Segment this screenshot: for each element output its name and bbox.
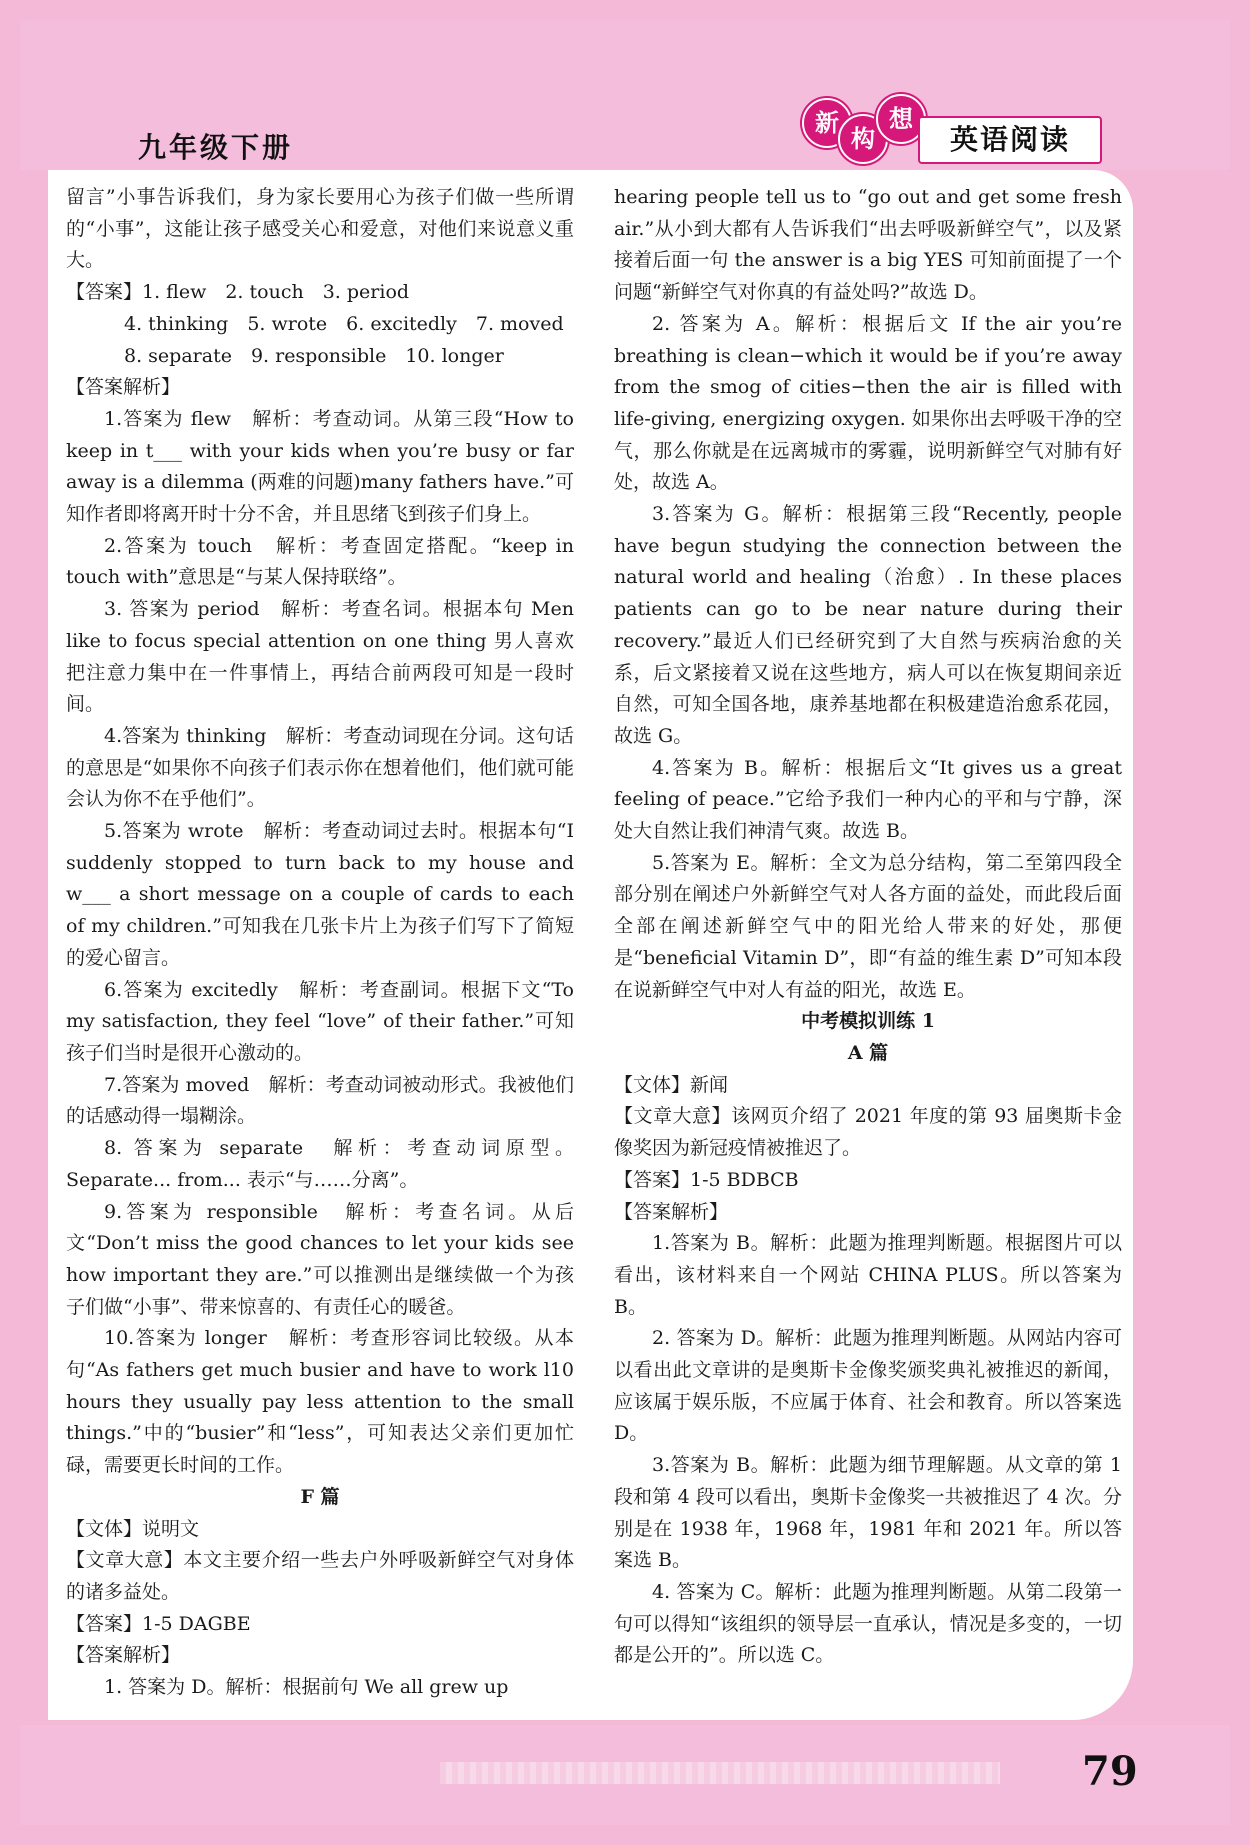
paragraph: 6.答案为 excitedly 解析：考查副词。根据下文“To my satisfaction, they feel “love” of their father.”可知孩子们当时是很开心激动的。 [66, 978, 574, 1064]
paragraph: 9.答案为 responsible 解析：考查名词。从后文“Don’t miss the good chances to let your kids see how important they are.”可以推测出是继续做一个为孩子们做“小事”、带来惊喜的、有责任心的暖爸。 [66, 1200, 574, 1318]
footer-stripe [440, 1762, 1000, 1784]
paragraph: 8. separate 9. responsible 10. longer [124, 344, 504, 367]
paragraph: 【文体】说明文 [66, 1517, 200, 1540]
paragraph: 【文体】新闻 [614, 1073, 729, 1096]
paragraph: 4.答案为 thinking 解析：考查动词现在分词。这句话的意思是“如果你不向孩子们表示你在想着他们，他们就可能会认为你不在乎他们”。 [66, 724, 574, 811]
paragraph: hearing people tell us to “go out and get some fresh air.”从小到大都有人告诉我们“出去呼吸新鲜空气”，以及紧接着后面一句 the answer is a big YES 可知前面提了一个问题“新鲜空气对你真的有益处吗?”故选 D。 [614, 186, 1122, 304]
paragraph: 10.答案为 longer 解析：考查形容词比较级。从本句“As fathers get much busier and have to work l10 hours they usually pay less attention to the small things.”中的“busier”和“less”，可知表达父亲们更加忙碌，需要更长时间的工作。 [66, 1327, 574, 1477]
paragraph: 【文章大意】本文主要介绍一些去户外呼吸新鲜空气对身体的诸多益处。 [66, 1549, 574, 1603]
paragraph: 5.答案为 wrote 解析：考查动词过去时。根据本句“I suddenly stopped to turn back to my house and w___ a short message on a couple of cards to each of my children.”可知我在几张卡片上为孩子们写下了简短的爱心留言。 [66, 820, 574, 969]
paragraph: F 篇 [300, 1485, 340, 1508]
paragraph: 【答案】1-5 BDBCB [614, 1168, 799, 1191]
page-number: 79 [1082, 1748, 1138, 1795]
paragraph: 2. 答案为 A。解析：根据后文 If the air you’re breathing is clean−which it would be if you’re away from the smog of cities−then the air is filled with life-giving, energizing oxygen. 如果你出去呼吸干净的空气，那么你就是在远离城市的雾霾，说明新鲜空气对肺有好处，故选 A。 [614, 312, 1122, 494]
paragraph: A 篇 [847, 1041, 889, 1064]
series-logo [798, 92, 1098, 164]
paragraph: 3.答案为 B。解析：此题为细节理解题。从文章的第 1 段和第 4 段可以看出，奥斯卡金像奖一共被推迟了 4 次。分别是在 1938 年，1968 年，1981 年和 2021 年。所以答案选 B。 [614, 1454, 1122, 1572]
paragraph: 4. 答案为 C。解析：此题为推理判断题。从第二段第一句可以得知“该组织的领导层一直承认，情况是多变的，一切都是公开的”。所以选 C。 [614, 1580, 1122, 1667]
paragraph: 1.答案为 flew 解析：考查动词。从第三段“How to keep in t___ with your kids when you’re busy or far away is a dilemma (两难的问题)many fathers have.”可知作者即将离开时十分不舍，并且思绪飞到孩子们身上。 [66, 407, 574, 526]
left-column [66, 182, 574, 1704]
paragraph: 3.答案为 G。解析：根据第三段“Recently, people have begun studying the connection between the natural world and healing（治愈）. In these places patients can go to be near nature during their recovery.”最近人们已经研究到了大自然与疾病治愈的关系，后文紧接着又说在这些地方，病人可以在恢复期间亲近自然，可知全国各地，康养基地都在积极建造治愈系花园，故选 G。 [614, 503, 1122, 747]
paragraph: 8. 答案为 separate 解析：考查动词原型。Separate... from... 表示“与……分离”。 [66, 1137, 574, 1191]
paragraph: 7.答案为 moved 解析：考查动词被动形式。我被他们的话感动得一塌糊涂。 [66, 1073, 574, 1128]
paragraph: 1.答案为 B。解析：此题为推理判断题。根据图片可以看出，该材料来自一个网站 CHINA PLUS。所以答案为 B。 [614, 1232, 1122, 1318]
logo-char: 新 [802, 98, 852, 148]
paragraph: 中考模拟训练 1 [801, 1010, 935, 1033]
grade-label: 九年级下册 [138, 131, 294, 164]
paragraph: 4.答案为 B。解析：根据后文“It gives us a great feeling of peace.”它给予我们一种内心的平和与宁静，深处大自然让我们神清气爽。故选 B。 [614, 756, 1122, 843]
paragraph: 【答案】1. flew 2. touch 3. period [66, 281, 410, 304]
logo-char: 想 [876, 94, 926, 144]
paragraph: 【答案解析】 [614, 1200, 729, 1223]
paragraph: 2.答案为 touch 解析：考查固定搭配。“keep in touch with”意思是“与某人保持联络”。 [66, 534, 574, 589]
paragraph: 留言”小事告诉我们，身为家长要用心为孩子们做一些所谓的“小事”，这能让孩子感受关心和爱意，对他们来说意义重大。 [66, 186, 574, 272]
right-column [614, 182, 1122, 1672]
logo-char: 构 [838, 114, 888, 164]
paragraph: 【文章大意】该网页介绍了 2021 年度的第 93 届奥斯卡金像奖因为新冠疫情被推迟了。 [614, 1105, 1122, 1160]
paragraph: 4. thinking 5. wrote 6. excitedly 7. moved [124, 312, 564, 335]
paragraph: 3. 答案为 period 解析：考查名词。根据本句 Men like to focus special attention on one thing 男人喜欢把注意力集中在一件事情上，再结合前两段可知是一段时间。 [66, 598, 574, 716]
book-title: 英语阅读 [918, 116, 1102, 164]
paragraph: 【答案解析】 [66, 376, 181, 399]
paragraph: 【答案】1-5 DAGBE [66, 1612, 251, 1635]
paragraph: 1. 答案为 D。解析：根据前句 We all grew up [104, 1676, 509, 1699]
paragraph: 【答案解析】 [66, 1644, 181, 1667]
paragraph: 2. 答案为 D。解析：此题为推理判断题。从网站内容可以看出此文章讲的是奥斯卡金像奖颁奖典礼被推迟的新闻，应该属于娱乐版，不应属于体育、社会和教育。所以答案选 D。 [614, 1327, 1122, 1445]
paragraph: 5.答案为 E。解析：全文为总分结构，第二至第四段全部分别在阐述户外新鲜空气对人各方面的益处，而此段后面全部在阐述新鲜空气中的阳光给人带来的好处，那便是“beneficial Vitamin D”，即“有益的维生素 D”可知本段在说新鲜空气中对人有益的阳光，故选 E。 [614, 851, 1122, 1001]
